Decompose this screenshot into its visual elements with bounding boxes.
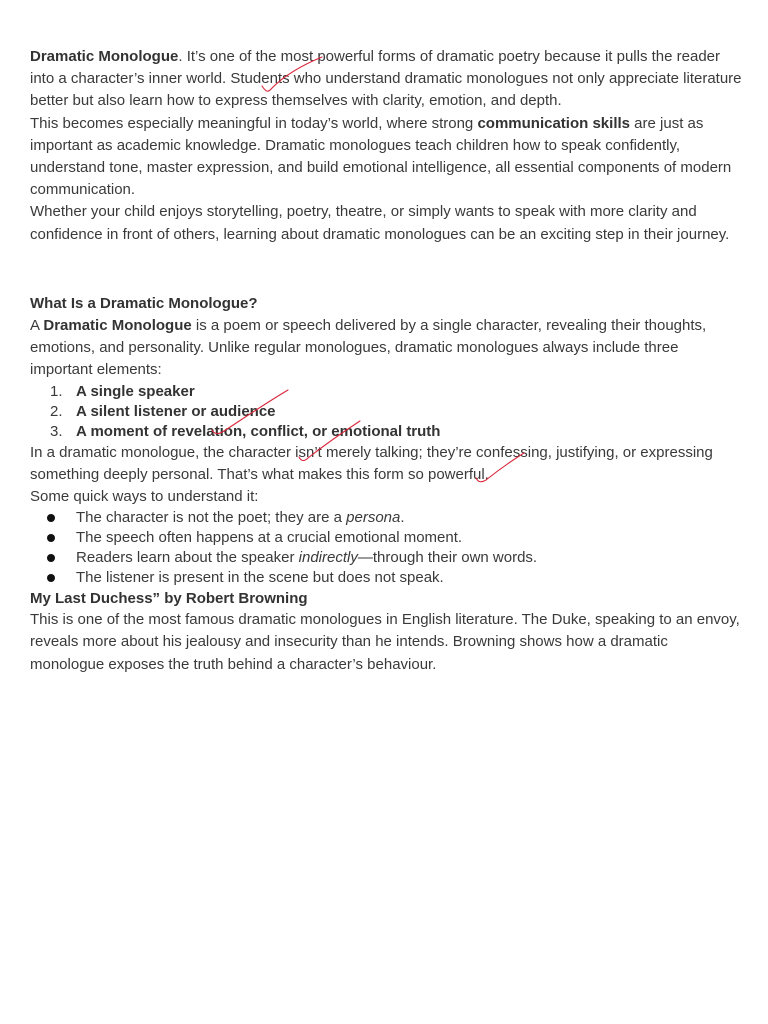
- bullet-icon: [47, 574, 55, 582]
- example-heading: My Last Duchess” by Robert Browning: [30, 590, 308, 608]
- list-item: Readers learn about the speaker indirectly—through their own words.: [30, 548, 742, 568]
- what-is-heading: What Is a Dramatic Monologue?: [30, 294, 258, 312]
- list-item: The character is not the poet; they are a persona.: [30, 508, 742, 528]
- list-item: 2. A silent listener or audience: [50, 402, 276, 420]
- definition-paragraph: A Dramatic Monologue is a poem or speech delivered by a single character, revealing their thoughts, emotions, and personality. Unlike regular monologues, dramatic monologues always include three important elements:: [30, 317, 707, 379]
- intro-paragraph-3: Whether your child enjoys storytelling, poetry, theatre, or simply wants to speak with more clarity and confidence in front of others, learning about dramatic monologues can be an exciting step in their journey.: [30, 203, 730, 243]
- document-page: [30, 46, 742, 676]
- term-communication-skills: communication skills: [477, 114, 630, 132]
- quick-ways-list: [30, 508, 742, 588]
- list-item: 1. A single speaker: [50, 382, 195, 400]
- intro-paragraph-1: Dramatic Monologue. It’s one of the most powerful forms of dramatic poetry because it pulls the reader into a character’s inner world. Students who understand dramatic monologues not only appreciate literature better but also learn how to express themselves with clarity, emotion, and depth.: [30, 48, 742, 110]
- term-dramatic-monologue: Dramatic Monologue: [30, 48, 179, 65]
- bullet-icon: [47, 534, 55, 542]
- section-spacer: [30, 246, 742, 293]
- list-item: The speech often happens at a crucial emotional moment.: [30, 528, 742, 548]
- bullet-icon: [47, 514, 55, 522]
- quick-ways-intro: Some quick ways to understand it:: [30, 488, 259, 506]
- list-item: The listener is present in the scene but does not speak.: [30, 568, 742, 588]
- elements-list: [30, 382, 742, 442]
- term-dramatic-monologue-2: Dramatic Monologue: [43, 317, 192, 335]
- example-paragraph: This is one of the most famous dramatic monologues in English literature. The Duke, speaking to an envoy, reveals more about his jealousy and insecurity than he intends. Browning shows how a dramatic monologue exposes the truth behind a character’s behaviour.: [30, 611, 740, 673]
- intro-paragraph-2: This becomes especially meaningful in today’s world, where strong communication skills are just as important as academic knowledge. Dramatic monologues teach children how to speak confidently, understand tone, master expression, and build emotional intelligence, all essential components of modern communication.: [30, 114, 732, 199]
- bullet-icon: [47, 554, 55, 562]
- explanation-paragraph: In a dramatic monologue, the character isn’t merely talking; they’re confessing, justifying, or expressing something deeply personal. That’s what makes this form so powerful.: [30, 443, 713, 483]
- list-item: 3. A moment of revelation, conflict, or emotional truth: [50, 422, 441, 440]
